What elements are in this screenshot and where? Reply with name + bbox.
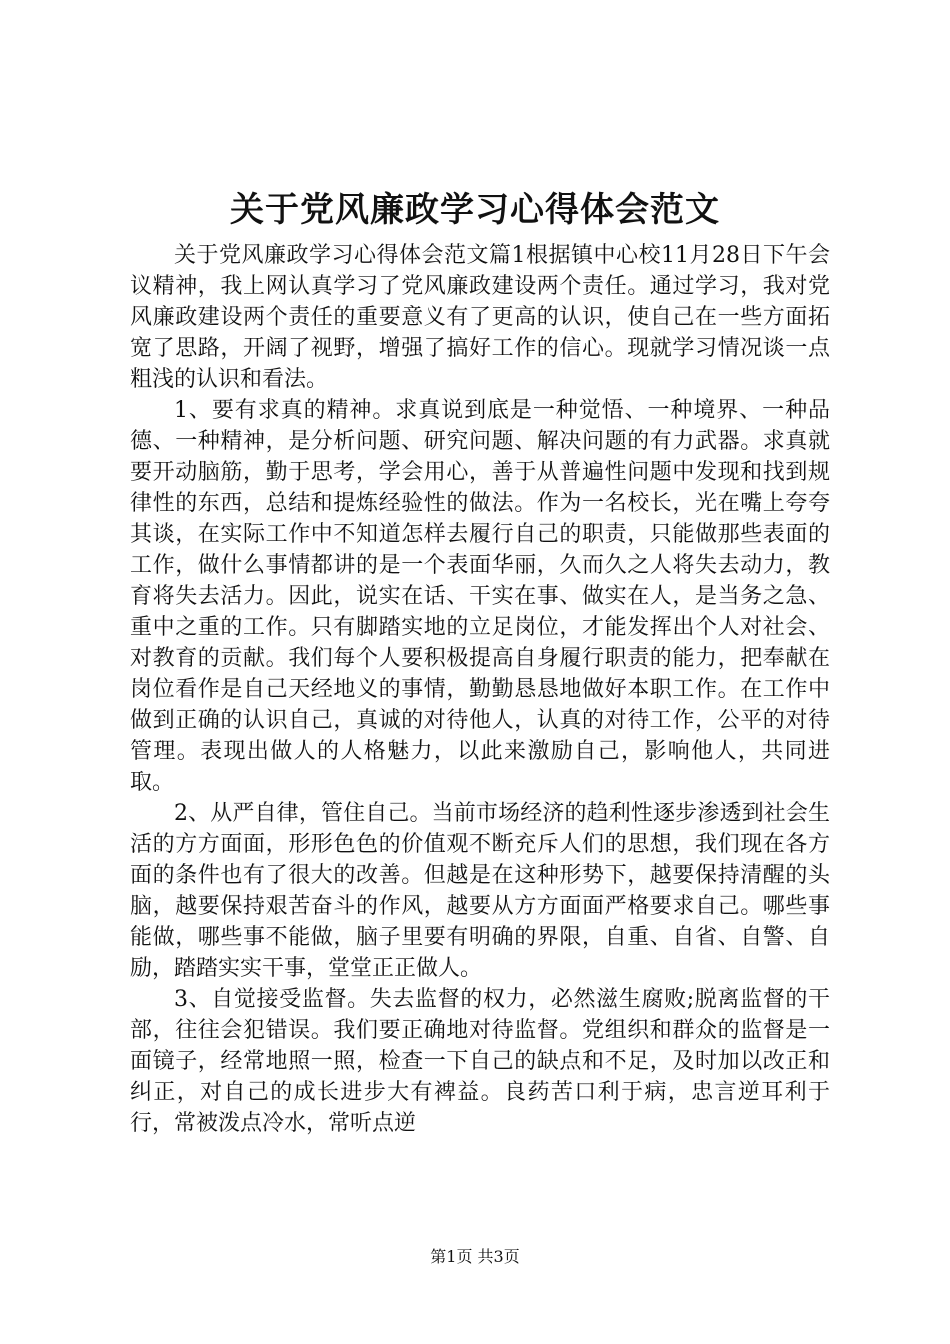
paragraph-intro: 关于党风廉政学习心得体会范文篇1根据镇中心校11月28日下午会议精神，我上网认真学习了党风廉政建设两个责任。通过学习，我对党风廉政建设两个责任的重要意义有了更高的认识，使自己在一些方面拓宽了思路，开阔了视野，增强了搞好工作的信心。现就学习情况谈一点粗浅的认识和看法。	[130, 243, 830, 392]
paragraph-point-2: 2、从严自律，管住自己。当前市场经济的趋利性逐步渗透到社会生活的方方面面，形形色色的价值观不断充斥人们的思想，我们现在各方面的条件也有了很大的改善。但越是在这种形势下，越要保持清醒的头脑，越要保持艰苦奋斗的作风，越要从方方面面严格要求自己。哪些事能做，哪些事不能做，脑子里要有明确的界限，自重、自省、自警、自励，踏踏实实干事，堂堂正正做人。	[130, 801, 830, 981]
document-title: 关于党风廉政学习心得体会范文	[230, 190, 720, 230]
document-body	[130, 240, 830, 1139]
paragraph-point-1: 1、要有求真的精神。求真说到底是一种觉悟、一种境界、一种品德、一种精神，是分析问题、研究问题、解决问题的有力武器。求真就要开动脑筋，勤于思考，学会用心，善于从普遍性问题中发现和找到规律性的东西，总结和提炼经验性的做法。作为一名校长，光在嘴上夸夸其谈，在实际工作中不知道怎样去履行自己的职责，只能做那些表面的工作，做什么事情都讲的是一个表面华丽，久而久之人将失去动力，教育将失去活力。因此，说实在话、干实在事、做实在人，是当务之急、重中之重的工作。只有脚踏实地的立足岗位，才能发挥出个人对社会、对教育的贡献。我们每个人要积极提高自身履行职责的能力，把奉献在岗位看作是自己天经地义的事情，勤勤恳恳地做好本职工作。在工作中做到正确的认识自己，真诚的对待他人，认真的对待工作，公平的对待管理。表现出做人的人格魅力，以此来激励自己，影响他人，共同进取。	[130, 398, 830, 795]
paragraph-point-3: 3、自觉接受监督。失去监督的权力，必然滋生腐败;脱离监督的干部，往往会犯错误。我们要正确地对待监督。党组织和群众的监督是一面镜子，经常地照一照，检查一下自己的缺点和不足，及时加以改正和纠正，对自己的成长进步大有裨益。良药苦口利于病，忠言逆耳利于行，常被泼点冷水，常听点逆	[130, 987, 830, 1136]
page-number-footer: 第1页 共3页	[430, 1247, 520, 1266]
